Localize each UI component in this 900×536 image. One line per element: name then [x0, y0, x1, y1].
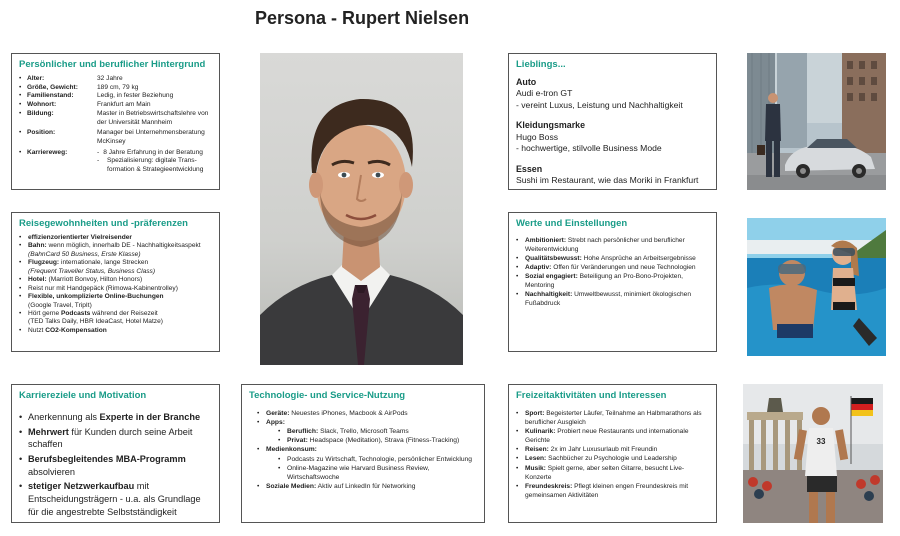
list-item: • Lesen: Sachbücher zu Psychologie und Leadership — [516, 454, 709, 463]
career-card — [11, 384, 220, 523]
career-list — [19, 411, 212, 519]
list-item: • Nachhaltigkeit: Umweltbewusst, minimiert ökologischen Fußabdruck — [516, 291, 709, 309]
background-heading: Persönlicher und beruflicher Hintergrund — [19, 59, 206, 70]
list-item: • Nutzt CO2-Kompensation — [19, 327, 212, 335]
info-row-size: • Größe, Gewicht: 189 cm, 79 kg — [19, 83, 139, 91]
list-item: • Sport: Begeisterter Läufer, Teilnahme an Halbmarathons als beruflicher Ausgleich — [516, 409, 709, 427]
diving-illustration — [747, 218, 886, 356]
list-item: • stetiger Netzwerkaufbau mit Entscheidungsträgern - u.a. als Grundlage für die angestrebte Selbstständigkeit — [19, 480, 212, 518]
values-list — [516, 237, 709, 309]
background-list — [19, 75, 212, 175]
info-row-career: • Karriereweg: - 8 Jahre Erfahrung in der Beratung — [19, 148, 203, 156]
travel-heading: Reisegewohnheiten und -präferenzen — [19, 218, 188, 229]
list-item: • Adaptiv: Offen für Veränderungen und neue Technologien — [516, 264, 709, 273]
list-item: • Reist nur mit Handgepäck (Rimowa-Kabinentrolley) — [19, 285, 212, 293]
tech-card — [241, 384, 485, 523]
diving-image — [747, 218, 886, 356]
info-row-residence: • Wohnort: Frankfurt am Main — [19, 101, 151, 109]
info-row-status: • Familienstand: Ledig, in fester Beziehung — [19, 92, 174, 100]
runner-illustration — [743, 384, 883, 523]
list-item: • Hotel: (Marriott Bonvoy, Hilton Honors) — [19, 276, 212, 284]
list-item: • Berufsbegleitendes MBA-Programm absolvieren — [19, 453, 212, 478]
city-car-image — [747, 53, 886, 190]
favorite-brand: Kleidungsmarke Hugo Boss - hochwertige, stilvolle Business Mode — [516, 120, 662, 154]
portrait-illustration — [260, 53, 463, 365]
favorite-car: Auto Audi e-tron GT - vereint Luxus, Leistung und Nachhaltigkeit — [516, 76, 683, 110]
list-item: • Privat: Headspace (Meditation), Strava (Fitness-Tracking) — [257, 436, 477, 445]
list-item: • Qualitätsbewusst: Hohe Ansprüche an Arbeitsergebnisse — [516, 255, 709, 264]
list-item: • Geräte: Neuestes iPhones, Macbook & AirPods — [257, 409, 477, 418]
list-item: • Ambitioniert: Strebt nach persönlicher und beruflicher Weiterentwicklung — [516, 237, 709, 255]
favorite-food: Essen Sushi im Restaurant, wie das Moriki in Frankfurt — [516, 163, 699, 185]
list-item: • Reisen: 2x im Jahr Luxusurlaub mit Freundin — [516, 445, 709, 454]
leisure-list — [516, 409, 709, 500]
list-item: (TED Talks Daily, HBR IdeaCast, Hotel Matze) — [28, 318, 163, 326]
list-item: • Flexible, unkomplizierte Online-Buchungen — [19, 293, 212, 301]
list-item: • Mehrwert für Kunden durch seine Arbeit schaffen — [19, 426, 212, 451]
info-row-position: • Position: Manager bei Unternehmensberatung McKinsey — [19, 129, 205, 145]
list-item: (BahnCard 50 Business, Erste Klasse) — [28, 250, 141, 258]
list-item: • Kulinarik: Probiert neue Restaurants und internationale Gerichte — [516, 427, 709, 445]
page-title: Persona - Rupert Nielsen — [255, 8, 470, 28]
persona-portrait — [260, 53, 463, 365]
list-item: • Sozial engagiert: Beteiligung an Pro-Bono-Projekten, Mentoring — [516, 273, 709, 291]
list-item: • Bahn: wenn möglich, innerhalb DE - Nachhaltigkeitsaspekt — [19, 242, 212, 250]
favorites-card — [508, 53, 717, 190]
list-item: • Hört gerne Podcasts während der Reisezeit — [19, 310, 212, 318]
list-item: • Apps: — [257, 418, 477, 427]
info-row-career-extra: - Spezialisierung: digitale Trans-formation & Strategieentwicklung — [97, 157, 204, 174]
list-item: • effizienzorientierter Vielreisender — [19, 234, 212, 242]
travel-card — [11, 212, 220, 352]
list-item: • Freundeskreis: Pflegt kleinen engen Freundeskreis mit gemeinsamen Aktivitäten — [516, 482, 709, 500]
leisure-card — [508, 384, 717, 523]
list-item: • Beruflich: Slack, Trello, Microsoft Teams — [257, 427, 477, 436]
list-item: • Podcasts zu Wirtschaft, Technologie, persönlicher Entwicklung — [257, 455, 477, 464]
career-heading: Karriereziele und Motivation — [19, 390, 147, 401]
list-item: (Frequent Traveller Status, Business Class) — [28, 267, 156, 275]
values-heading: Werte und Einstellungen — [516, 218, 628, 229]
info-row-age: • Alter: 32 Jahre — [19, 75, 123, 82]
background-card — [11, 53, 220, 190]
favorites-heading: Lieblings... — [516, 59, 566, 70]
city-car-illustration — [747, 53, 886, 190]
values-card — [508, 212, 717, 352]
list-item: (Google Travel, TripIt) — [28, 301, 92, 309]
list-item: • Anerkennung als Experte in der Branche — [19, 411, 212, 424]
runner-image — [743, 384, 883, 523]
runner-bib-number: 33 — [816, 437, 826, 446]
info-row-education: • Bildung: Master in Betriebswirtschaftslehre von der Universität Mannheim — [19, 109, 209, 126]
list-item: • Medienkonsum: — [257, 445, 477, 454]
list-item: • Online-Magazine wie Harvard Business Review, Wirtschaftswoche — [257, 464, 477, 482]
leisure-heading: Freizeitaktivitäten und Interessen — [516, 390, 667, 401]
list-item: • Flugzeug: internationale, lange Strecken — [19, 259, 212, 267]
tech-list — [249, 409, 477, 491]
tech-heading: Technologie- und Service-Nutzung — [249, 390, 406, 401]
list-item: • Soziale Medien: Aktiv auf LinkedIn für Networking — [257, 482, 477, 491]
travel-list — [19, 234, 212, 335]
list-item: • Musik: Spielt gerne, aber selten Gitarre, besucht Live-Konzerte — [516, 464, 709, 482]
